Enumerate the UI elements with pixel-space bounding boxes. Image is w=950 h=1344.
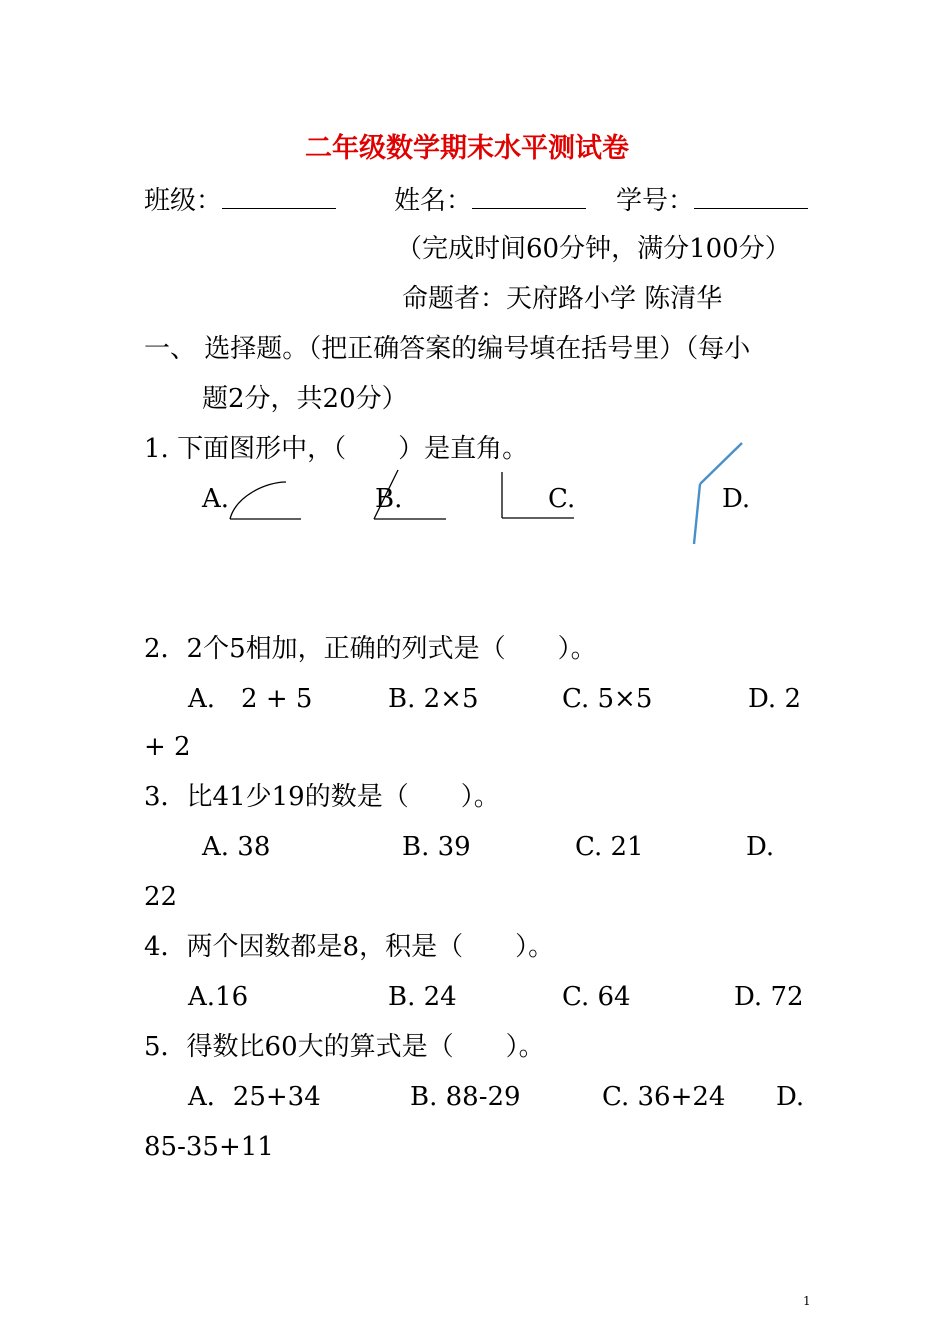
- q1-stem: 1. 下面图形中，（ ）是直角。: [144, 434, 529, 464]
- q1-option-c[interactable]: C.: [548, 484, 576, 514]
- q5-stem: 5．得数比60大的算式是（ ）。: [144, 1032, 545, 1062]
- q4-option-d[interactable]: D. 72: [734, 982, 804, 1012]
- q3-option-b[interactable]: B. 39: [402, 832, 471, 862]
- id-label: 学号：: [616, 186, 695, 216]
- q3-option-d-cont: 22: [144, 882, 178, 912]
- page-title: 二年级数学期末水平测试卷: [305, 133, 629, 164]
- q5-option-c[interactable]: C. 36+24: [602, 1082, 726, 1112]
- q5-option-a[interactable]: A．25+34: [188, 1082, 321, 1112]
- class-label: 班级：: [144, 186, 223, 216]
- name-label: 姓名：: [394, 186, 473, 216]
- q3-option-d[interactable]: D.: [746, 832, 775, 862]
- q4-option-c[interactable]: C. 64: [562, 982, 631, 1012]
- q2-option-a[interactable]: A. 2 + 5: [188, 684, 313, 714]
- q4-option-b[interactable]: B. 24: [388, 982, 457, 1012]
- time-note: （完成时间60分钟，满分100分）: [396, 234, 791, 264]
- q5-option-d[interactable]: D.: [776, 1082, 805, 1112]
- section1-title: 一、 选择题。（把正确答案的编号填在括号里）（每小: [144, 334, 751, 364]
- q2-option-b[interactable]: B. 2×5: [388, 684, 479, 714]
- name-blank[interactable]: [472, 184, 586, 209]
- class-blank[interactable]: [222, 184, 336, 209]
- id-blank[interactable]: [694, 184, 808, 209]
- q4-stem: 4．两个因数都是8，积是（ ）。: [144, 932, 555, 962]
- q3-option-c[interactable]: C. 21: [575, 832, 644, 862]
- q5-option-b[interactable]: B. 88-29: [410, 1082, 521, 1112]
- obtuse-angle-figure: [686, 440, 751, 548]
- q2-option-d[interactable]: D. 2: [748, 684, 801, 714]
- page-number: 1: [803, 1294, 811, 1308]
- name-field: [394, 184, 586, 216]
- class-field: [144, 184, 336, 216]
- q2-stem: 2．2个5相加，正确的列式是（ ）。: [144, 634, 597, 664]
- q5-option-d-cont: 85-35+11: [144, 1132, 274, 1162]
- section1-title-cont: 题2分，共20分）: [202, 384, 408, 414]
- id-field: [616, 184, 808, 216]
- q4-option-a[interactable]: A.16: [188, 982, 249, 1012]
- q1-option-a[interactable]: A.: [202, 484, 230, 514]
- q1-option-b[interactable]: B.: [375, 484, 403, 514]
- q1-option-d[interactable]: D.: [722, 484, 751, 514]
- right-angle-figure: [496, 470, 580, 524]
- q3-stem: 3．比41少19的数是（ ）。: [144, 782, 500, 812]
- author-line: 命题者：天府路小学 陈清华: [402, 284, 723, 314]
- arc-angle-figure: [226, 476, 306, 524]
- q2-option-c[interactable]: C. 5×5: [562, 684, 653, 714]
- q2-option-d-cont: + 2: [144, 732, 191, 762]
- q3-option-a[interactable]: A. 38: [202, 832, 271, 862]
- acute-angle-figure: [368, 466, 452, 524]
